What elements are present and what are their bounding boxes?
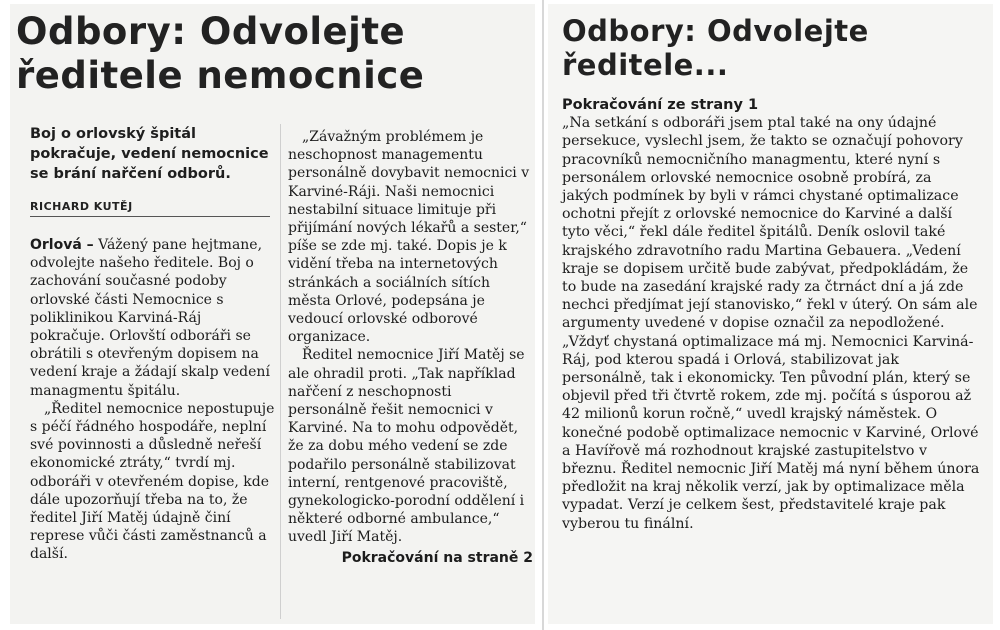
left-column-2 [288,128,533,567]
paragraph: „Ředitel nemocnice nepostupuje s péčí řádného hospodáře, neplní své povinnosti a důsledně neřeší ekonomické ztráty,“ tvrdí mj. odboráři v otevřeném dopise, kde dále upozorňují třeba na to, že ředitel Jiří Matěj údajně činí represe vůči části zaměstnanců a další. [30,400,275,563]
left-headline: Odbory: Odvolejte ředitele nemocnice [16,10,425,97]
paragraph: „Závažným problémem je neschopnost managementu personálně dovybavit nemocnici v Karviné-Ráji. Naši nemocnici nestabilní situace limituje při přijímání nových lékařů a sester,“ píše se zde mj. také. Dopis je k vidění třeba na internetových stránkách a sociálních sítích města Orlové, podepsána je vedoucí orlovské odborové organizace. [288,129,530,346]
continuation-note: Pokračování na straně 2 [341,549,533,566]
dateline: Orlová – [30,237,94,253]
right-column [562,96,982,533]
clipping-divider [542,0,544,630]
paragraph: Ředitel nemocnice Jiří Matěj se ale ohradil proti. „Tak například nařčení z neschopnosti personálně řešit nemocnici v Karviné. Na to mohu odpovědět, že za dobu mého vedení se zde podařilo personálně stabilizovat interní, rentgenové pracoviště, gynekologicko-porodní oddělení i některé odborné ambulance,“ uvedl Jiří Matěj. [288,347,525,546]
right-headline: Odbory: Odvolejte ředitele... [562,14,869,82]
continued-from-label: Pokračování ze strany 1 [562,97,759,113]
article-lead: Boj o orlovský špitál pokračuje, vedení nemocnice se brání nařčení odborů. [30,126,269,182]
author-byline: RICHARD KUTĚJ [30,200,270,217]
left-column-1 [30,236,275,564]
paragraph [30,236,275,400]
paragraph-text: Vážený pane hejtmane, odvolejte našeho ředitele. Boj o zachování současné podoby orlovské části Nemocnice s poliklinikou Karviná-Ráj pokračuje. Orlovští odboráři se obrátili s otevřeným dopisem na vedení kraje a žádají skalp vedení managmentu špitálu. [30,237,270,399]
column-separator [280,124,281,619]
paragraph: „Na setkání s odboráři jsem ptal také na ony údajné persekuce, vyslechl jsem, že takto se označují pohovory pracovníků nemocničního managmentu, které nyní s personálem orlovské nemocnice osobně probírá, za jakých podmínek by byli v rámci chystané optimalizace ochotni přejít z orlovské nemocnice do Karviné a další tyto věci,“ řekl dále ředitel špitálů. Deník oslovil také krajského zdravotního radu Martina Gebauera. „Vedení kraje se dopisem určitě bude zabývat, předpokládám, že to bude na zasedání krajské rady za čtrnáct dní a já zde nechci předjímat její stanovisko,“ řekl v úterý. On sám ale argumenty uvedené v dopise označil za nepodložené. „Vždyť chystaná optimalizace má mj. Nemocnici Karviná-Ráj, pod kterou spadá i Orlová, stabilizovat jak personálně, tak i ekonomicky. Ten původní plán, který se objevil před tři čtvrtě rokem, zde mj. počítá s úsporou až 42 milionů korun ročně,“ uvedl krajský náměstek. O konečné podobě optimalizace nemocnic v Karviné, Orlové a Havířově má rozhodnout krajské zastupitelstvo v březnu. Ředitel nemocnic Jiří Matěj má nyní během února předložit na kraj několik verzí, jak by optimalizace měla vypadat. Verzí je celkem šest, představitelé kraje pak vyberou tu finální. [562,115,980,532]
